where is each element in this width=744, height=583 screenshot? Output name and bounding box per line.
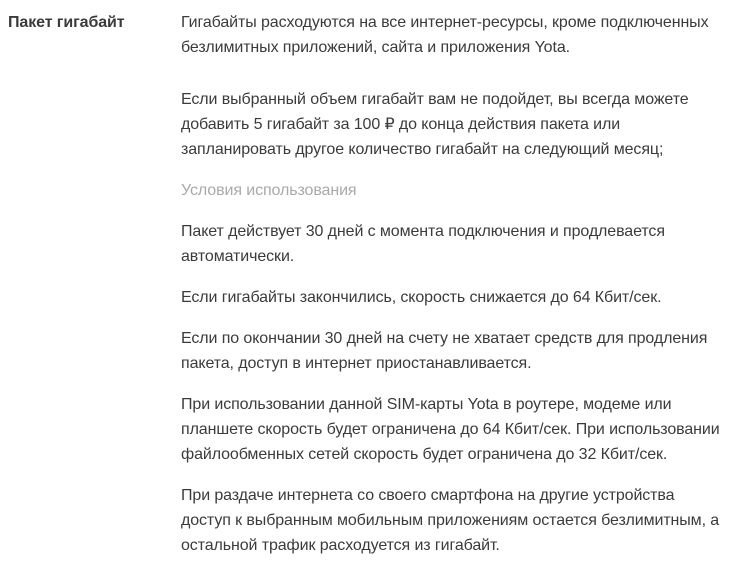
paragraph-add-gigabytes: Если выбранный объем гигабайт вам не подойдет, вы всегда можете добавить 5 гигабайт за 100 ₽ до конца действия пакета или запланировать другое количество гигабайт на следующий месяц; (181, 91, 689, 158)
subsection-label-terms-of-use: Условия использования (181, 182, 357, 199)
paragraph-insufficient-funds: Если по окончании 30 дней на счету не хватает средств для продления пакета, доступ в интернет приостанавливается. (181, 330, 708, 372)
paragraph-sim-in-router-limit: При использовании данной SIM-карты Yota в роутере, модеме или планшете скорость будет ограничена до 64 Кбит/сек. При использовании файлообменных сетей скорость будет ограничена до 32 Кбит/сек. (181, 396, 720, 463)
term-column (8, 10, 181, 574)
paragraph-package-duration: Пакет действует 30 дней с момента подключения и продлевается автоматически. (181, 223, 665, 265)
description-column (181, 10, 726, 574)
paragraph-gigabytes-usage: Гигабайты расходуются на все интернет-ресурсы, кроме подключенных безлимитных приложений, сайта и приложения Yota. (181, 14, 709, 56)
row-label-package-gigabytes: Пакет гигабайт (8, 14, 125, 31)
paragraph-tethering: При раздаче интернета со своего смартфона на другие устройства доступ к выбранным мобильным приложениям остается безлимитным, а остальной трафик расходуется из гигабайт. (181, 487, 720, 554)
paragraph-speed-after-limit: Если гигабайты закончились, скорость снижается до 64 Кбит/сек. (181, 289, 662, 306)
